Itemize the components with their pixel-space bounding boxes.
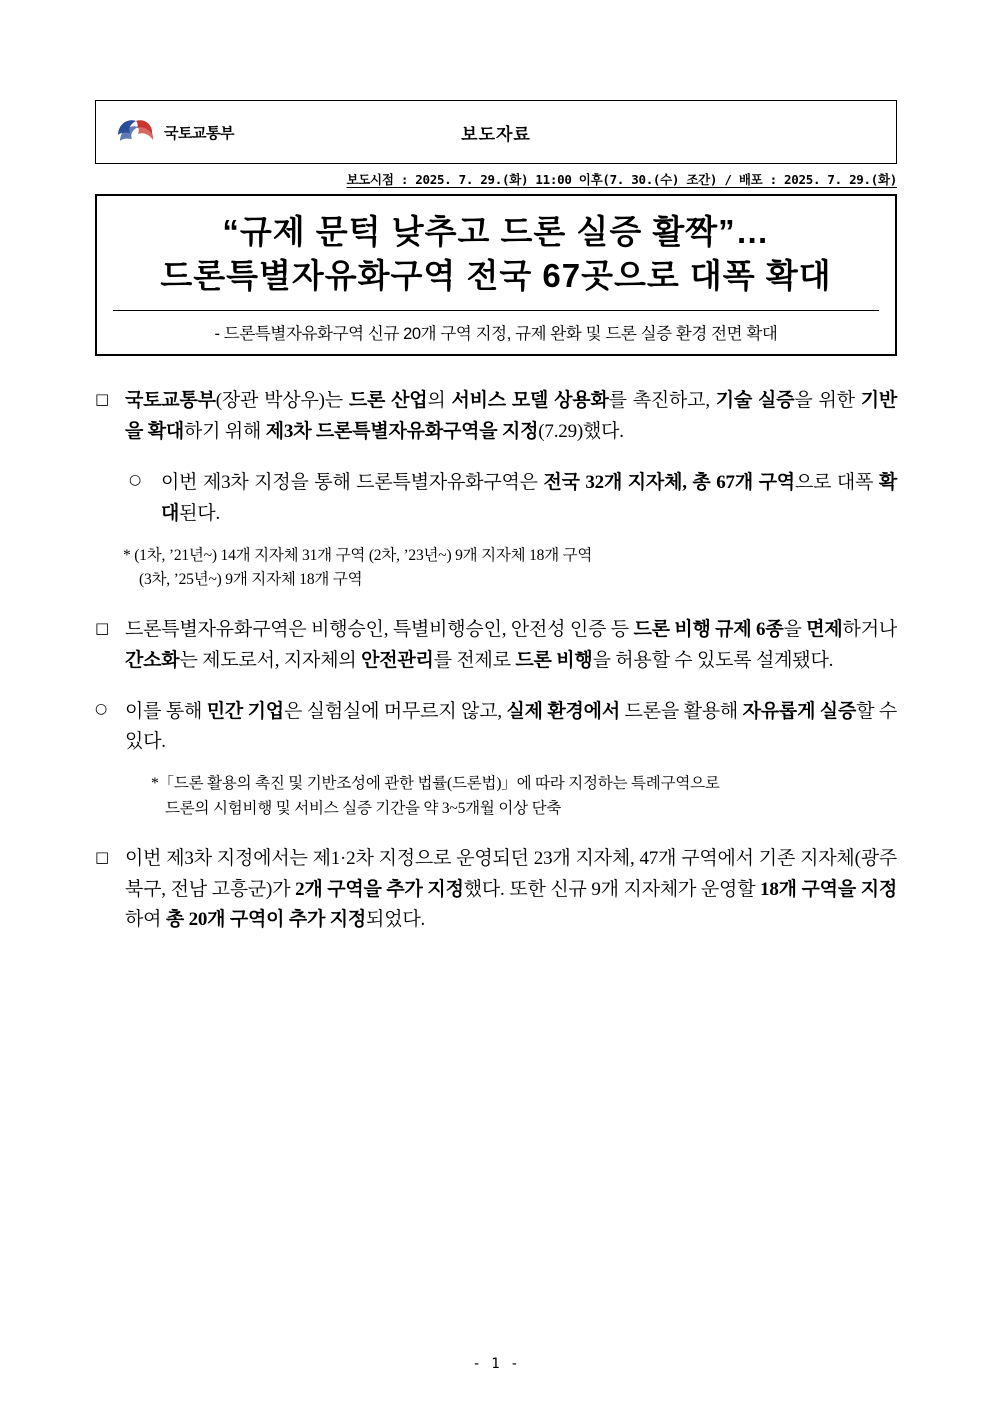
p5-seg7: 하여	[125, 909, 166, 931]
paragraph-5-text	[125, 844, 897, 936]
p3-seg7: 는 제도로서, 지자체의	[179, 649, 362, 671]
p5-seg1: 이번 제3차 지정에서는 제1·2차 지정으로 운영되던 23개 지자체, 47개 구역에서 기존 지자체	[125, 847, 855, 869]
headline-line-2: 드론특별자유화구역 전국 67곳으로 대폭 확대	[160, 257, 832, 295]
p5-seg2: (광주 북구, 전남 고흥군)	[125, 847, 897, 900]
footnote-2-line-2: 드론의 시험비행 및 서비스 실증 기간을 약 3~5개월 이상 단축	[165, 799, 562, 817]
p1-seg9: 을 위한	[794, 390, 861, 412]
p2-seg5: 된다.	[179, 502, 221, 524]
headline-line-1: “규제 문턱 낮추고 드론 실증 활짝”…	[222, 213, 770, 250]
footnote-1-line-2: (3차, ’25년~) 9개 지자체 18개 구역	[139, 571, 363, 589]
p1-seg2: (장관 박상우)	[215, 390, 325, 412]
headline-divider	[113, 310, 879, 311]
p2-seg3: 으로 대폭	[794, 471, 879, 493]
footnote-1-line-1: * (1차, ’21년~) 14개 지자체 31개 구역 (2차, ’23년~) 9개 지자체 18개 구역	[123, 546, 593, 564]
paragraph-3-text	[125, 615, 897, 677]
paragraph-1-text	[125, 386, 897, 448]
p1-seg5: 의	[427, 390, 452, 412]
p4-seg4: 실제 환경에서	[506, 700, 620, 722]
p2-seg2: 전국 32개 지자체, 총 67개 구역	[543, 471, 795, 493]
document-type-title: 보도자료	[461, 124, 531, 144]
p2-seg4: 확대	[161, 471, 897, 524]
paragraph-1	[95, 386, 897, 448]
p2-seg1: 이번 제3차 지정을 통해 드론특별자유화구역은	[161, 471, 544, 493]
p1-seg11: 하기 위해	[184, 421, 266, 443]
p1-seg7: 를 촉진하고,	[608, 390, 716, 412]
p1-seg8: 기술 실증	[715, 390, 795, 412]
p5-seg9: 되었다.	[366, 909, 426, 931]
p4-seg7: 할 수 있다.	[125, 700, 898, 753]
document-body	[95, 386, 897, 936]
headline-box	[95, 194, 897, 356]
p3-seg8: 안전관리	[361, 649, 434, 671]
p3-seg6: 간소화	[125, 649, 180, 671]
paragraph-4	[95, 697, 897, 759]
paragraph-5	[95, 844, 897, 936]
paragraph-4-text	[125, 697, 897, 759]
circle-bullet-icon: ○	[95, 700, 108, 717]
p5-seg6: 18개 구역을 지정	[760, 878, 897, 900]
p1-seg6: 서비스 모델 상용화	[451, 390, 609, 412]
p5-seg4: 2개 구역을 추가 지정	[295, 878, 464, 900]
release-timing-text: 보도시점 : 2025. 7. 29.(화) 11:00 이후(7. 30.(수) 조간) / 배포 : 2025. 7. 29.(화)	[346, 172, 897, 187]
square-bullet-icon: □	[95, 390, 110, 409]
release-timing-row	[95, 170, 897, 188]
p4-seg1: 이를 통해	[125, 700, 207, 722]
p4-seg3: 은 실험실에 머무르지 않고,	[283, 700, 507, 722]
p4-seg6: 자유롭게 실증	[742, 700, 857, 722]
p3-seg10: 드론 비행	[515, 649, 593, 671]
p1-seg10: 기반을 확대	[125, 390, 898, 443]
p4-seg5: 드론을 활용해	[619, 700, 743, 722]
p3-seg1: 드론특별자유화구역은 비행승인, 특별비행승인, 안전성 인증 등	[125, 619, 634, 641]
p1-seg4: 드론 산업	[348, 390, 428, 412]
paragraph-2-text	[161, 468, 897, 530]
p3-seg9: 를 전제로	[433, 649, 516, 671]
paragraph-2	[113, 468, 897, 530]
p1-seg3: 는	[324, 390, 349, 412]
p5-seg8: 총 20개 구역이 추가 지정	[165, 909, 367, 931]
document-header	[95, 100, 897, 164]
square-bullet-icon: □	[95, 619, 110, 638]
p1-seg1: 국토교통부	[125, 390, 216, 412]
p3-seg11: 을 허용할 수 있도록 설계됐다.	[592, 649, 834, 671]
p3-seg5: 하거나	[842, 619, 898, 641]
footnote-1	[95, 544, 897, 594]
p5-seg5: 했다. 또한 신규 9개 지자체가 운영할	[463, 878, 761, 900]
footnote-2	[95, 772, 897, 822]
circle-bullet-icon: ○	[129, 471, 142, 488]
paragraph-3	[95, 615, 897, 677]
p3-seg4: 면제	[806, 619, 843, 641]
ministry-name: 국토교통부	[164, 124, 234, 142]
p5-seg3: 가	[272, 878, 296, 900]
p4-seg2: 민간 기업	[206, 700, 284, 722]
p3-seg2: 드론 비행 규제 6종	[633, 619, 784, 641]
footnote-2-line-1: *「드론 활용의 촉진 및 기반조성에 관한 법률(드론법)」에 따라 지정하는 특례구역으로	[151, 775, 720, 793]
p1-seg13: (7.29)했다.	[538, 421, 624, 443]
p1-seg12: 제3차 드론특별자유화구역을 지정	[265, 421, 539, 443]
p3-seg3: 을	[783, 619, 807, 641]
headline-subtitle: - 드론특별자유화구역 신규 20개 구역 지정, 규제 완화 및 드론 실증 환경 전면 확대	[214, 325, 778, 344]
square-bullet-icon: □	[95, 847, 110, 866]
page-number: - 1 -	[472, 1356, 520, 1372]
